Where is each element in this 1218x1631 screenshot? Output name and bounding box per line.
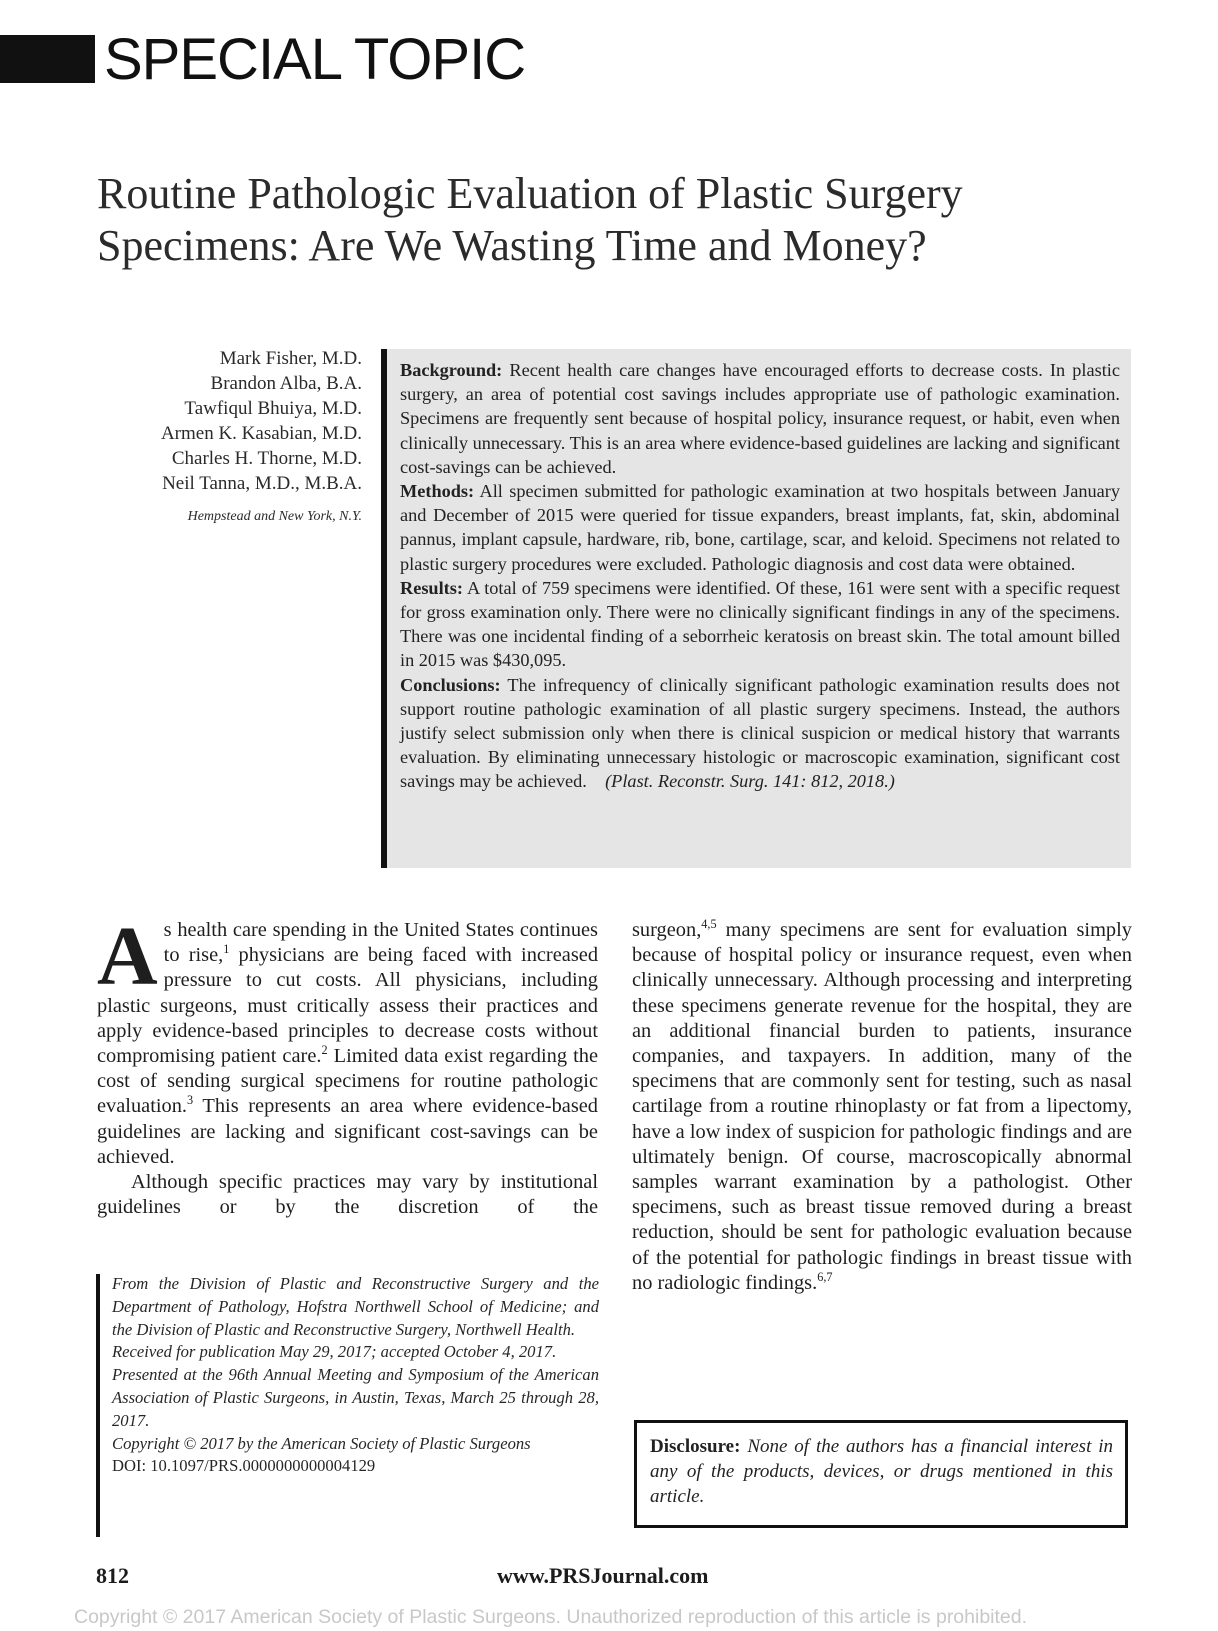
abstract-rule [381,349,387,868]
author: Brandon Alba, B.A. [210,373,362,394]
author-location: Hempstead and New York, N.Y. [187,509,362,524]
disclosure-body: None of the authors has a financial interest in any of the products, devices, or drugs mentioned in this article. [650,1436,1114,1507]
reference-marker[interactable]: 2 [321,1043,328,1058]
page-number: 812 [96,1563,129,1588]
body-text: surgeon, [632,919,702,941]
author: Charles H. Thorne, M.D. [171,448,362,469]
doi[interactable]: DOI: 10.1097/PRS.0000000000004129 [112,1456,376,1476]
abstract-conclusions-label: Conclusions: [400,674,501,695]
disclosure-text [650,1434,1113,1509]
author: Mark Fisher, M.D. [219,348,362,369]
footnote-rule [96,1274,100,1537]
abstract-results: A total of 759 specimens were identified. Of these, 161 were sent with a specific request for gross examination only. There were no clinically significant findings in any of the specimens. There was one incidental finding of a seborrheic keratosis on breast skin. The total amount billed in 2015 was $430,095. [400,577,1120,671]
footnote-received: Received for publication May 29, 2017; accepted October 4, 2017. [112,1342,557,1362]
body-column-right [632,918,1132,1296]
article-title: Routine Pathologic Evaluation of Plastic Surgery Specimens: Are We Wasting Time and Money? [97,169,963,270]
body-text: s health care spending in the United States continues to rise, [163,919,598,967]
abstract-citation: (Plast. Reconstr. Surg. 141: 812, 2018.) [605,771,895,792]
author: Neil Tanna, M.D., M.B.A. [162,473,362,494]
journal-url[interactable]: www.PRSJournal.com [497,1563,709,1588]
footnote-copyright: Copyright © 2017 by the American Society of Plastic Surgeons [112,1433,531,1453]
abstract-conclusions: The infrequency of clinically significant pathologic examination results does not support routine pathologic examination of all plastic surgery specimens. Instead, the authors justify select submission only when there is clinical suspicion or medical history that warrants evaluation. By eliminating unnecessary histologic or macroscopic examination, significant cost savings may be achieved. [400,674,1120,792]
disclosure-label: Disclosure: [650,1436,741,1457]
body-column-left [97,910,599,1220]
footnote-presented: Presented at the 96th Annual Meeting and Symposium of the American Association of Plastic Surgeons, in Austin, Texas, March 25 through 28, 2017. [112,1365,599,1430]
body-text: many specimens are sent for evaluation simply because of hospital policy or insurance request, even when clinically unnecessary. Although processing and interpreting these specimens generate revenue for the hospital, they are an additional financial burden to patients, insurance companies, and taxpayers. In addition, many of the specimens that are commonly sent for testing, such as nasal cartilage from a routine rhinoplasty or fat from a lipectomy, have a low index of suspicion for pathologic findings and are ultimately benign. Of course, macroscopically abnormal samples warrant examination by a pathologist. Other specimens, such as breast tissue removed during a breast reduction, should be sent for pathologic evaluation because of the potential for pathologic findings in breast tissue with no radiologic findings. [632,919,1132,1294]
section-header-bar [0,35,95,83]
second-paragraph-continued [632,918,1132,1296]
reference-marker[interactable]: 3 [187,1093,194,1108]
abstract-results-label: Results: [400,577,463,598]
abstract-background-label: Background: [400,360,503,380]
body-text: physicians are being faced with increased pressure to cut costs. All physicians, including plastic surgeons, must critically assess their practices and apply evidence-based principles to decrease costs without compromising patient care. [97,944,599,1068]
reference-marker[interactable]: 6,7 [817,1270,833,1285]
copyright-notice: Copyright © 2017 American Society of Plastic Surgeons. Unauthorized reproduction of this article is prohibited. [74,1606,1028,1628]
abstract-methods-label: Methods: [400,481,475,502]
footnote-affiliation: From the Division of Plastic and Reconstructive Surgery and the Department of Pathology, Hofstra Northwell School of Medicine; and the Division of Plastic and Reconstructive Surgery, Northwell Health. [112,1274,599,1339]
drop-cap: A [97,910,158,1003]
body-text: This represents an area where evidence-based guidelines are lacking and significant cost-savings can be achieved. [97,1095,598,1168]
author: Armen K. Kasabian, M.D. [160,423,362,444]
author-list [100,346,362,529]
abstract-text [400,358,1120,794]
abstract-methods: All specimen submitted for pathologic examination at two hospitals between January and December of 2015 were queried for tissue expanders, breast implants, fat, skin, abdominal pannus, implant capsule, hardware, rib, bone, cartilage, scar, and keloid. Specimens not related to plastic surgery procedures were excluded. Pathologic diagnosis and cost data were obtained. [400,481,1120,574]
section-header-title: SPECIAL TOPIC [104,27,526,92]
body-text: Limited data exist regarding the cost of sending surgical specimens for routine pathologic evaluation. [97,1045,598,1118]
footnote-block [112,1273,599,1478]
abstract-background: Recent health care changes have encouraged efforts to decrease costs. In plastic surgery, an area of potential cost savings includes appropriate use of pathologic examination. Specimens are frequently sent because of hospital policy, insurance request, or habit, even when clinically unnecessary. This is an area where evidence-based guidelines are lacking and significant cost-savings can be achieved. [400,360,1120,477]
author: Tawfiqul Bhuiya, M.D. [184,398,362,419]
second-paragraph-start: Although specific practices may vary by institutional guidelines or by the discretion of the [97,1171,598,1219]
intro-paragraph [97,910,599,1170]
reference-marker[interactable]: 1 [223,942,230,957]
reference-marker[interactable]: 4,5 [701,917,717,932]
